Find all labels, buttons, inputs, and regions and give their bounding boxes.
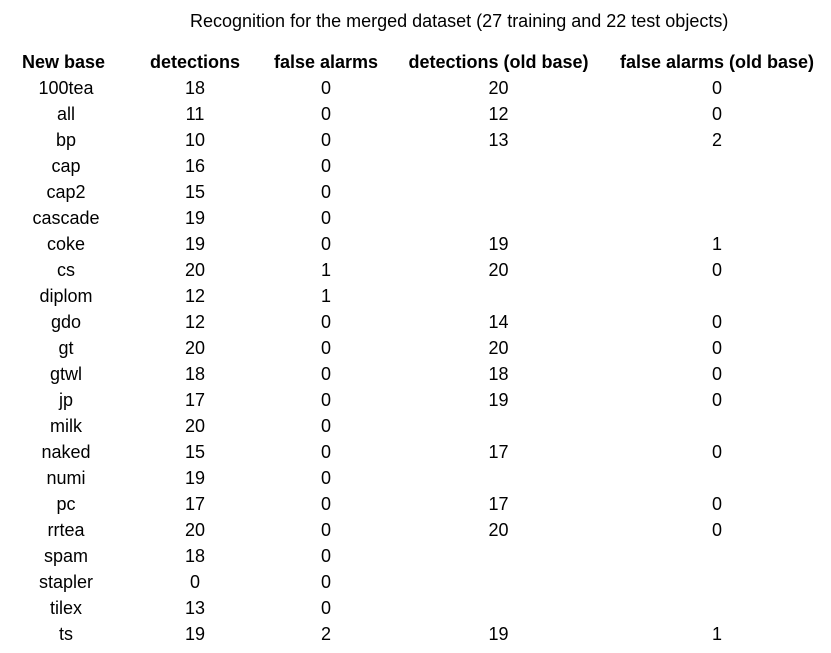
table-row xyxy=(0,387,831,413)
cell-detections: 19 xyxy=(184,624,206,644)
table-row xyxy=(0,101,831,127)
cell-false-alarms: 0 xyxy=(320,130,331,150)
cell-detections-old: 20 xyxy=(488,78,509,98)
table-row xyxy=(0,439,831,465)
cell-false-alarms: 0 xyxy=(320,156,331,176)
table-row xyxy=(0,75,831,101)
table-row xyxy=(0,569,831,595)
cell-detections-old xyxy=(394,569,603,595)
cell-detections-old xyxy=(394,465,603,491)
table-row xyxy=(0,621,831,647)
cell-false-alarms: 1 xyxy=(320,260,331,280)
cell-false-alarms-old: 1 xyxy=(711,234,722,254)
cell-detections: 18 xyxy=(184,546,206,566)
header-detections-old-base: detections (old base) xyxy=(408,52,589,72)
cell-false-alarms: 1 xyxy=(320,286,331,306)
table-row xyxy=(0,231,831,257)
cell-false-alarms-old xyxy=(603,465,831,491)
cell-object: cascade xyxy=(32,208,100,228)
cell-detections: 15 xyxy=(184,442,206,462)
cell-false-alarms: 0 xyxy=(320,520,331,540)
cell-detections: 20 xyxy=(184,520,206,540)
cell-false-alarms-old: 0 xyxy=(711,442,722,462)
cell-detections: 12 xyxy=(184,312,206,332)
cell-false-alarms-old: 1 xyxy=(711,624,722,644)
cell-false-alarms-old xyxy=(603,205,831,231)
cell-detections: 20 xyxy=(184,416,206,436)
cell-detections: 0 xyxy=(189,572,200,592)
cell-detections-old: 19 xyxy=(488,234,509,254)
cell-detections-old: 17 xyxy=(488,494,509,514)
cell-object: cap2 xyxy=(46,182,86,202)
table-title: Recognition for the merged dataset (27 training and 22 test objects) xyxy=(190,11,729,31)
cell-false-alarms: 0 xyxy=(320,208,331,228)
cell-detections: 15 xyxy=(184,182,206,202)
cell-false-alarms-old: 0 xyxy=(711,494,722,514)
cell-detections-old: 19 xyxy=(488,390,509,410)
cell-detections: 19 xyxy=(184,234,206,254)
cell-detections: 20 xyxy=(184,338,206,358)
table-row xyxy=(0,413,831,439)
cell-object: 100tea xyxy=(38,78,94,98)
cell-false-alarms: 0 xyxy=(320,182,331,202)
cell-false-alarms-old: 0 xyxy=(711,520,722,540)
table-body xyxy=(0,75,831,647)
table-row xyxy=(0,335,831,361)
cell-false-alarms: 0 xyxy=(320,546,331,566)
cell-detections-old xyxy=(394,205,603,231)
cell-object: ts xyxy=(58,624,73,644)
cell-object: gt xyxy=(58,338,74,358)
cell-detections: 11 xyxy=(185,104,205,124)
results-table xyxy=(0,49,831,647)
cell-object: milk xyxy=(50,416,82,436)
cell-detections-old xyxy=(394,595,603,621)
cell-detections-old xyxy=(394,543,603,569)
cell-detections-old: 18 xyxy=(488,364,509,384)
cell-false-alarms: 0 xyxy=(320,416,331,436)
cell-object: cap xyxy=(51,156,81,176)
cell-object: bp xyxy=(55,130,77,150)
cell-false-alarms: 0 xyxy=(320,104,331,124)
cell-detections-old: 13 xyxy=(488,130,509,150)
cell-object: naked xyxy=(41,442,91,462)
cell-false-alarms-old: 0 xyxy=(711,104,722,124)
cell-false-alarms-old xyxy=(603,153,831,179)
cell-false-alarms: 0 xyxy=(320,572,331,592)
cell-detections-old: 17 xyxy=(488,442,509,462)
cell-detections: 20 xyxy=(184,260,206,280)
cell-false-alarms: 0 xyxy=(320,338,331,358)
cell-object: pc xyxy=(56,494,76,514)
cell-detections-old: 19 xyxy=(488,624,509,644)
cell-detections: 18 xyxy=(184,364,206,384)
cell-object: coke xyxy=(46,234,86,254)
cell-false-alarms: 0 xyxy=(320,442,331,462)
table-row xyxy=(0,543,831,569)
header-detections: detections xyxy=(149,52,241,72)
cell-detections: 18 xyxy=(184,78,206,98)
table-row xyxy=(0,465,831,491)
cell-object: gtwl xyxy=(49,364,82,384)
cell-detections-old xyxy=(394,179,603,205)
table-row xyxy=(0,283,831,309)
cell-false-alarms-old xyxy=(603,413,831,439)
cell-detections: 12 xyxy=(184,286,206,306)
cell-detections: 10 xyxy=(184,130,206,150)
table-row xyxy=(0,205,831,231)
cell-false-alarms: 0 xyxy=(320,494,331,514)
cell-false-alarms-old: 0 xyxy=(711,312,722,332)
table-row xyxy=(0,491,831,517)
header-row xyxy=(0,49,831,75)
cell-false-alarms: 2 xyxy=(320,624,331,644)
cell-detections-old xyxy=(394,413,603,439)
cell-false-alarms: 0 xyxy=(320,312,331,332)
cell-object: tilex xyxy=(49,598,82,618)
cell-object: diplom xyxy=(39,286,93,306)
cell-false-alarms-old: 0 xyxy=(711,78,722,98)
cell-object: stapler xyxy=(38,572,94,592)
cell-detections-old: 20 xyxy=(488,260,509,280)
cell-detections-old: 14 xyxy=(488,312,509,332)
header-new-base: New base xyxy=(22,52,106,72)
table-row xyxy=(0,257,831,283)
cell-object: rrtea xyxy=(47,520,85,540)
cell-false-alarms-old: 0 xyxy=(711,260,722,280)
table-row xyxy=(0,309,831,335)
cell-detections-old: 20 xyxy=(488,520,509,540)
cell-false-alarms-old: 0 xyxy=(711,338,722,358)
cell-false-alarms: 0 xyxy=(320,234,331,254)
table-row xyxy=(0,517,831,543)
cell-false-alarms-old: 0 xyxy=(711,364,722,384)
cell-object: gdo xyxy=(50,312,82,332)
cell-false-alarms: 0 xyxy=(320,468,331,488)
cell-false-alarms-old: 0 xyxy=(711,390,722,410)
cell-false-alarms-old xyxy=(603,595,831,621)
cell-object: jp xyxy=(58,390,73,410)
cell-detections: 19 xyxy=(184,468,206,488)
cell-detections-old: 20 xyxy=(488,338,509,358)
cell-false-alarms: 0 xyxy=(320,78,331,98)
cell-false-alarms-old xyxy=(603,543,831,569)
cell-false-alarms-old xyxy=(603,569,831,595)
cell-detections: 19 xyxy=(184,208,206,228)
cell-detections: 17 xyxy=(184,390,206,410)
cell-detections: 13 xyxy=(184,598,206,618)
cell-false-alarms: 0 xyxy=(320,598,331,618)
cell-false-alarms-old xyxy=(603,283,831,309)
cell-detections-old xyxy=(394,153,603,179)
cell-detections: 16 xyxy=(184,156,206,176)
table-row xyxy=(0,179,831,205)
table-row xyxy=(0,361,831,387)
cell-object: all xyxy=(56,104,75,124)
cell-false-alarms: 0 xyxy=(320,364,331,384)
cell-object: numi xyxy=(46,468,86,488)
header-false-alarms-old-base: false alarms (old base) xyxy=(619,52,815,72)
cell-detections-old xyxy=(394,283,603,309)
cell-detections: 17 xyxy=(184,494,206,514)
cell-false-alarms-old: 2 xyxy=(711,130,722,150)
cell-false-alarms: 0 xyxy=(320,390,331,410)
table-row xyxy=(0,595,831,621)
table-row xyxy=(0,153,831,179)
table-row xyxy=(0,127,831,153)
header-false-alarms: false alarms xyxy=(273,52,379,72)
cell-detections-old: 12 xyxy=(488,104,509,124)
cell-false-alarms-old xyxy=(603,179,831,205)
cell-object: cs xyxy=(57,260,75,280)
cell-object: spam xyxy=(43,546,88,566)
